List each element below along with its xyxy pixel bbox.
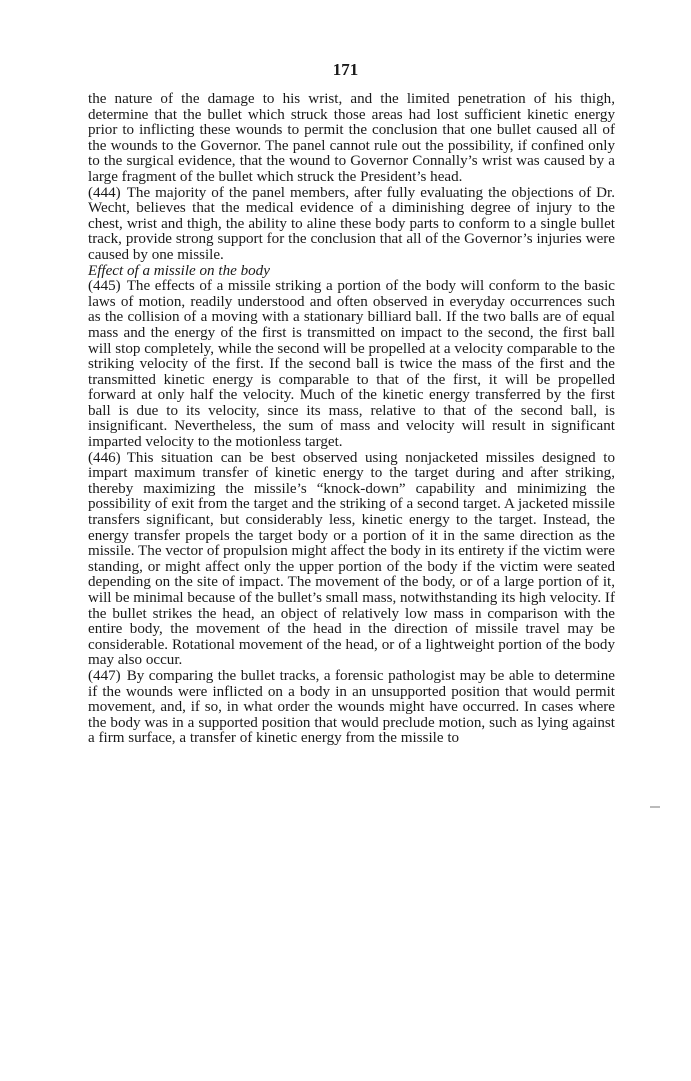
paragraph-447	[88, 669, 615, 747]
scan-mark	[650, 806, 660, 808]
paragraph-text: By comparing the bullet tracks, a forensic pathologist may be able to determine if the wounds were inflicted on a body in an unsupported position that would permit movement, and, if so, in what order the wounds might have occurred. In cases where the body was in a supported position that would preclude motion, such as lying against a firm surface, a transfer of kinetic energy from the missile to	[88, 667, 615, 747]
paragraph-text: The effects of a missile striking a portion of the body will conform to the basic laws of motion, readily understood and often observed in everyday occurrences such as the collision of a moving with a stationary billiard ball. If the two balls are of equal mass and the energy of the first is transmitted on impact to the second, the first ball will stop completely, while the second will be propelled at a velocity comparable to the striking velocity of the first. If the second ball is twice the mass of the first and the transmitted kinetic energy is comparable to that of the first, it will be propelled forward at only half the velocity. Much of the kinetic energy transferred by the first ball is due to its velocity, since its mass, relative to that of the second ball, is insignificant. Nevertheless, the sum of mass and velocity will result in significant imparted velocity to the motionless target.	[88, 278, 615, 451]
paragraph-number: (445)	[88, 278, 121, 295]
page-number: 171	[332, 60, 359, 79]
body-text	[88, 92, 615, 747]
paragraph-text: This situation can be best observed using nonjacketed missiles designed to impart maximum transfer of kinetic energy to the target during and after striking, thereby maximizing the missile’s “knock-down” capability and minimizing the possibility of exit from the target and the striking of a second target. A jacketed missile transfers significant, but considerably less, kinetic energy to the target. Instead, the energy transfer propels the target body or a portion of it in the same direction as the missile. The vector of propulsion might affect the body in its entirety if the victim were standing, or might affect only the upper portion of the body if the victim were seated depending on the site of impact. The movement of the body, or of a large portion of it, will be minimal because of the bullet’s small mass, notwithstanding its high velocity. If the bullet strikes the head, an object of relatively low mass in comparison with the entire body, the movement of the head in the direction of missile travel may be considerable. Rotational movement of the head, or of a lightweight portion of the body may also occur.	[88, 449, 615, 669]
paragraph-text: the nature of the damage to his wrist, and the limited penetration of his thigh, determine that the bullet which struck those areas had lost sufficient kinetic energy prior to inflicting these wounds to permit the conclusion that one bullet caused all of the wounds to the Governor. The panel cannot rule out the possibility, if confined only to the surgical evidence, that the wound to Governor Connally’s wrist was caused by a large fragment of the bullet which struck the President’s head.	[88, 91, 615, 185]
paragraph-444	[88, 186, 615, 264]
paragraph-number: (446)	[88, 449, 121, 466]
section-heading: Effect of a missile on the body	[88, 262, 270, 279]
paragraph-number: (447)	[88, 667, 121, 684]
paragraph-446	[88, 451, 615, 669]
paragraph-number: (444)	[88, 184, 121, 201]
paragraph-445	[88, 279, 615, 451]
paragraph-text: The majority of the panel members, after fully evaluating the objections of Dr. Wecht, believes that the medical evidence of a diminishing degree of injury to the chest, wrist and thigh, the ability to aline these body parts to conform to a single bullet track, provide strong support for the conclusion that all of the Governor’s injuries were caused by one missile.	[88, 184, 615, 263]
paragraph-continued	[88, 92, 615, 186]
